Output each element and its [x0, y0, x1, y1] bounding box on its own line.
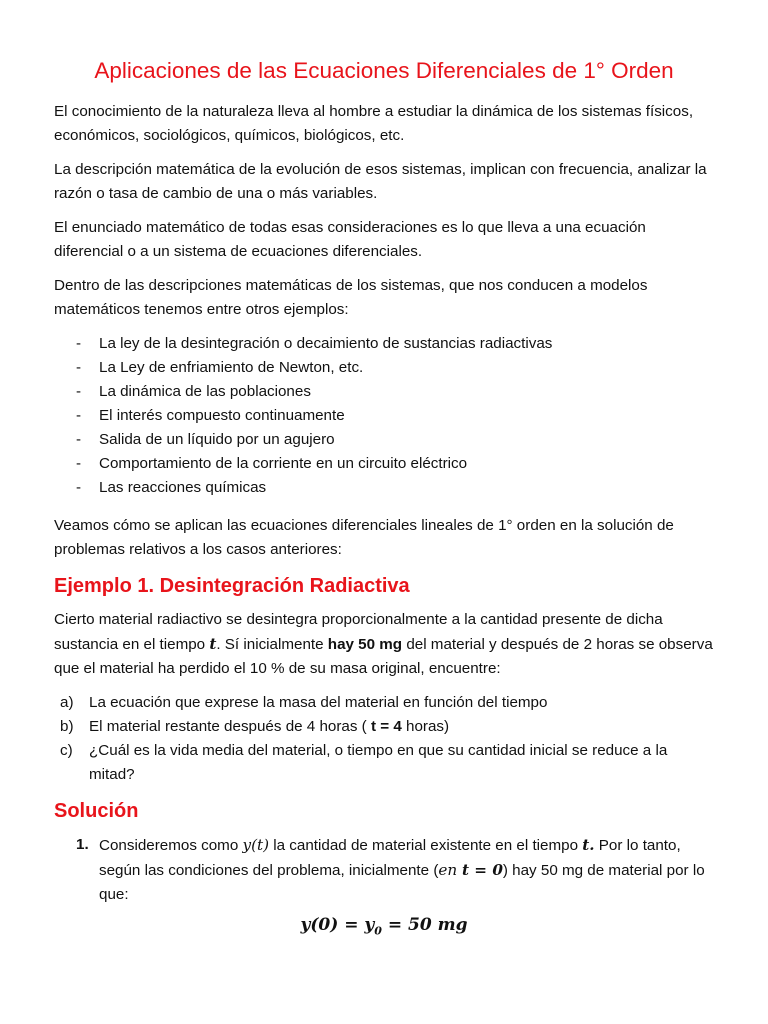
- intro-paragraph-1: El conocimiento de la naturaleza lleva al hombre a estudiar la dinámica de los sistemas físicos, económicos, sociológicos, químicos, biológicos, etc.: [54, 103, 694, 144]
- math-t-zero: t = 0: [462, 861, 503, 879]
- page-title: Aplicaciones de las Ecuaciones Diferenciales de 1° Orden: [94, 58, 674, 83]
- step-text-1: Consideremos como: [99, 837, 243, 854]
- list-item-text: Las reacciones químicas: [99, 479, 267, 496]
- item-text: ¿Cuál es la vida media del material, o tiempo en que su cantidad inicial se reduce a la mitad?: [89, 742, 668, 783]
- statement-text-3: del material y después de 2 horas se observa que el material ha perdido el 10 % de su masa original, encuentre:: [54, 636, 713, 677]
- list-item: [54, 452, 714, 476]
- list-marker: -: [76, 407, 82, 424]
- examples-list: [54, 332, 714, 500]
- function-y-t: y(t): [242, 836, 270, 854]
- list-item: [54, 332, 714, 356]
- list-marker: -: [76, 455, 82, 472]
- solution-step-1: [54, 833, 714, 907]
- time-variable: t: [209, 635, 217, 653]
- list-item: [54, 404, 714, 428]
- step-marker: 1.: [76, 836, 89, 853]
- equation-lhs: y(0) = y: [300, 915, 375, 935]
- list-item-text: La ley de la desintegración o decaimiento de sustancias radiactivas: [99, 335, 553, 352]
- list-marker: -: [76, 479, 82, 496]
- list-item-text: Salida de un líquido por un agujero: [99, 431, 335, 448]
- item-marker: a): [60, 694, 74, 711]
- list-item: [54, 428, 714, 452]
- initial-condition-equation: [54, 915, 714, 937]
- list-item: [54, 691, 714, 715]
- statement-text-2: . Sí inicialmente: [216, 636, 328, 653]
- list-item: [54, 476, 714, 500]
- item-text: La ecuación que exprese la masa del material en función del tiempo: [89, 694, 548, 711]
- intro-paragraph-2: La descripción matemática de la evolución de esos sistemas, implican con frecuencia, analizar la razón o tasa de cambio de una o más variables.: [54, 161, 707, 202]
- equation-rhs: = 50 mg: [381, 915, 468, 935]
- solution-heading: Solución: [54, 800, 139, 822]
- item-marker: b): [60, 718, 74, 735]
- item-text-post: horas): [401, 718, 450, 735]
- step-text-2: la cantidad de material existente en el tiempo: [269, 837, 583, 854]
- math-en: en: [438, 861, 462, 879]
- intro-paragraph-4: Dentro de las descripciones matemáticas de los sistemas, que nos conducen a modelos matemáticos tenemos entre otros ejemplos:: [54, 277, 648, 318]
- list-item-text: La Ley de enfriamiento de Newton, etc.: [99, 359, 364, 376]
- step-text-3: Por lo tanto, según las condiciones del problema, inicialmente (: [99, 837, 681, 879]
- statement-text-1: Cierto material radiactivo se desintegra proporcionalmente a la cantidad presente de dicha sustancia en el tiempo: [54, 611, 663, 653]
- list-item: [54, 356, 714, 380]
- intro-paragraph-3: El enunciado matemático de todas esas consideraciones es lo que lleva a una ecuación diferencial o a un sistema de ecuaciones diferenciales.: [54, 219, 646, 260]
- list-marker: -: [76, 431, 82, 448]
- list-marker: -: [76, 335, 82, 352]
- list-item: [54, 715, 714, 739]
- example-1-heading: Ejemplo 1. Desintegración Radiactiva: [54, 575, 410, 597]
- step-text-4: ) hay 50 mg de material por lo que:: [99, 862, 705, 903]
- item-marker: c): [60, 742, 73, 759]
- example-1-questions: [54, 691, 714, 787]
- list-item: [54, 380, 714, 404]
- example-1-statement: [54, 608, 714, 681]
- initial-amount: hay 50 mg: [327, 636, 403, 653]
- list-item-text: La dinámica de las poblaciones: [99, 383, 311, 400]
- item-text-pre: El material restante después de 4 horas (: [89, 718, 371, 735]
- list-marker: -: [76, 383, 82, 400]
- list-item: [54, 739, 714, 787]
- list-marker: -: [76, 359, 82, 376]
- time-variable: t.: [582, 836, 595, 854]
- list-item-text: Comportamiento de la corriente en un circuito eléctrico: [99, 455, 468, 472]
- equation-subscript: 0: [374, 924, 382, 938]
- list-item-text: El interés compuesto continuamente: [99, 407, 345, 424]
- transition-paragraph: Veamos cómo se aplican las ecuaciones diferenciales lineales de 1° orden en la solución de problemas relativos a los casos anteriores:: [54, 517, 674, 558]
- item-text-bold: t = 4: [370, 718, 402, 735]
